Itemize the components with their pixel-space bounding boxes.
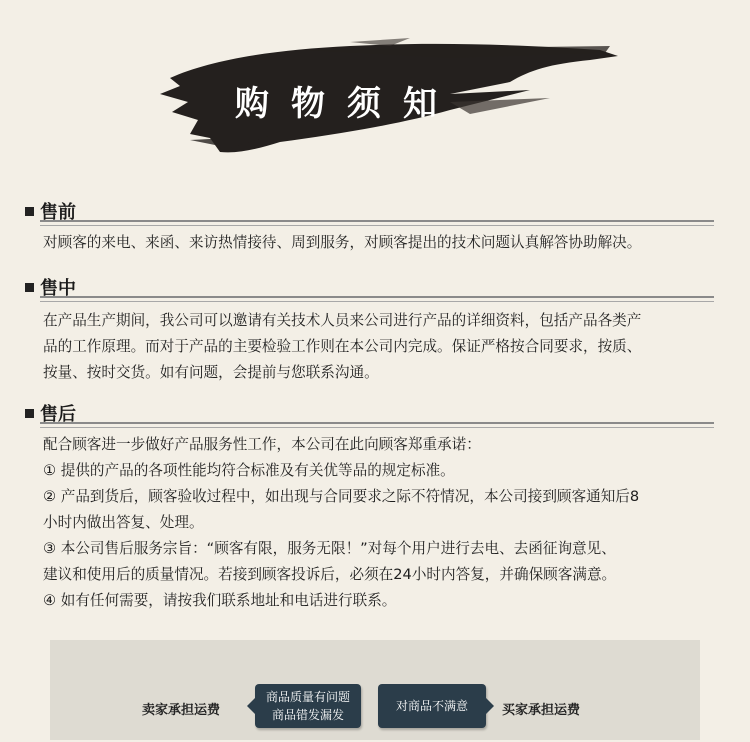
section-pre-sale [24,198,714,256]
box-line: 商品错发漏发 [271,708,344,722]
box-line: 商品质量有问题 [265,690,350,704]
body-line: 按量、按时交货。如有问题，会提前与您联系沟通。 [43,364,379,381]
seller-pays-label: 卖家承担运费 [142,703,221,718]
body-line: 品的工作原理。而对于产品的主要检验工作则在本公司内完成。保证严格按合同要求，按质、 [43,338,642,355]
body-line: ① 提供的产品的各项性能均符合标准及有关优等品的规定标准。 [43,462,455,479]
box-line: 对商品不满意 [395,699,468,713]
body-line: 建议和使用后的质量情况。若接到顾客投诉后，必须在24小时内答复，并确保顾客满意。 [43,566,617,583]
section-header [24,274,714,304]
body-line: 配合顾客进一步做好产品服务性工作，本公司在此向顾客郑重承诺： [43,436,481,453]
quality-issue-box [255,684,361,728]
section-after-sale [24,400,714,614]
bullet-square-icon [25,207,34,216]
bullet-square-icon [25,409,34,418]
buyer-pays-label: 买家承担运费 [502,703,581,718]
section-body [43,230,714,256]
section-title: 售后 [40,404,76,425]
section-title: 售前 [40,202,76,223]
arrow-right-icon [485,697,494,715]
body-line: 小时内做出答复、处理。 [43,514,204,531]
banner-title: 购物须知 [235,84,459,124]
body-line: 在产品生产期间，我公司可以邀请有关技术人员来公司进行产品的详细资料，包括产品各类产 [43,312,642,329]
section-header [24,400,714,430]
section-in-sale [24,274,714,386]
section-divider [40,422,714,424]
arrow-left-icon [247,697,256,715]
body-line: 对顾客的来电、来函、来访热情接待、周到服务，对顾客提出的技术问题认真解答协助解决。 [43,234,642,251]
section-divider [40,296,714,298]
section-title: 售中 [40,278,76,299]
body-line: ③ 本公司售后服务宗旨：“顾客有限，服务无限！”对每个用户进行去电、去函征询意见、 [43,540,616,557]
body-line: ② 产品到货后，顾客验收过程中，如出现与合同要求之际不符情况，本公司接到顾客通知后8 [43,488,640,505]
bullet-square-icon [25,283,34,292]
section-divider [40,220,714,222]
ink-brush-banner [150,20,620,160]
not-satisfied-box [378,684,486,728]
section-header [24,198,714,228]
section-body [43,432,714,614]
return-policy-strip [50,640,700,740]
body-line: ④ 如有任何需要，请按我们联系地址和电话进行联系。 [43,592,397,609]
section-body [43,308,714,386]
